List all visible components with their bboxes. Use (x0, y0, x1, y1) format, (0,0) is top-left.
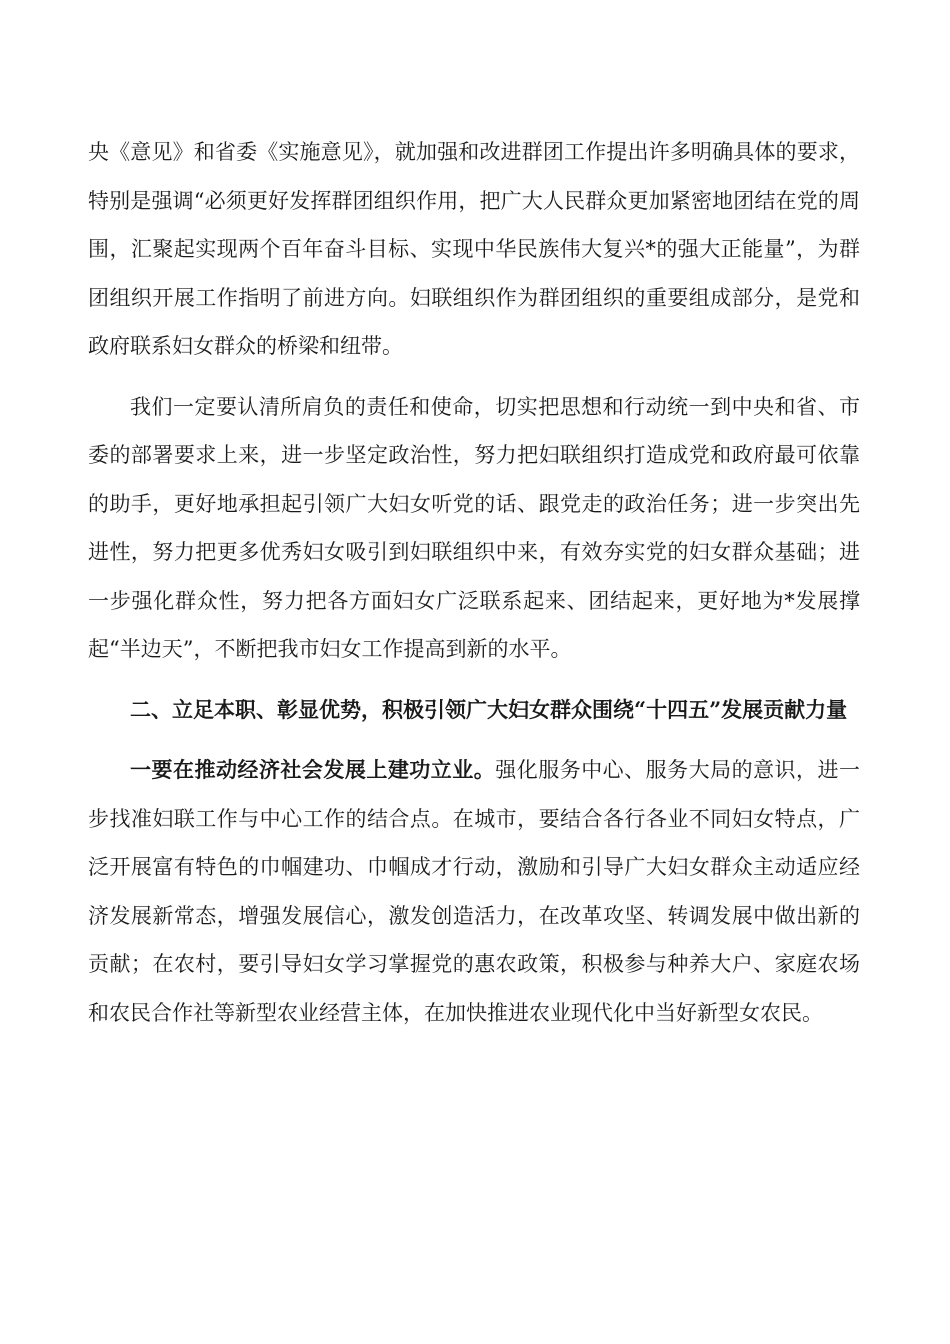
section-heading-2: 二、立足本职、彰显优势，积极引领广大妇女群众围绕“十四五”发展贡献力量 (130, 696, 848, 722)
paragraph-economic-development (88, 746, 860, 1037)
paragraph-responsibility: 我们一定要认清所肩负的责任和使命，切实把思想和行动统一到中央和省、市委的部署要求上来，进一步坚定政治性，努力把妇联组织打造成党和政府最可依靠的助手，更好地承担起引领广大妇女听党的话、跟党走的政治任务；进一步突出先进性，努力把更多优秀妇女吸引到妇联组织中来，有效夯实党的妇女群众基础；进一步强化群众性，努力把各方面妇女广泛联系起来、团结起来，更好地为*发展撑起“半边天”，不断把我市妇女工作提高到新的水平。 (88, 394, 860, 661)
paragraph-lead-sentence: 一要在推动经济社会发展上建功立业。 (130, 757, 496, 782)
document-body (88, 128, 860, 1037)
paragraph-body-text: 强化服务中心、服务大局的意识，进一步找准妇联工作与中心工作的结合点。在城市，要结合各行各业不同妇女特点，广泛开展富有特色的巾帼建功、巾帼成才行动，激励和引导广大妇女群众主动适应经济发展新常态，增强发展信心，激发创造活力，在改革攻坚、转调发展中做出新的贡献；在农村，要引导妇女学习掌握党的惠农政策，积极参与种养大户、家庭农场和农民合作社等新型农业经营主体，在加快推进农业现代化中当好新型女农民。 (88, 758, 861, 1025)
paragraph-continued: 央《意见》和省委《实施意见》，就加强和改进群团工作提出许多明确具体的要求，特别是强调“必须更好发挥群团组织作用，把广大人民群众更加紧密地团结在党的周围，汇聚起实现两个百年奋斗目标、实现中华民族伟大复兴*的强大正能量”，为群团组织开展工作指明了前进方向。妇联组织作为群团组织的重要组成部分，是党和政府联系妇女群众的桥梁和纽带。 (88, 140, 860, 358)
